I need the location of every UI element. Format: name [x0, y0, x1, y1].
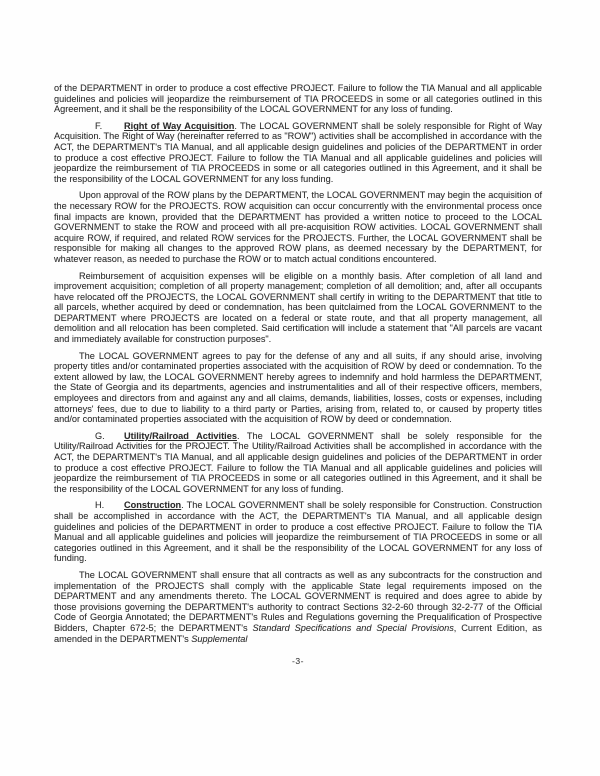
- paragraph: [54, 351, 542, 425]
- italic-citation: Standard Specifications and Special Provisions: [252, 622, 454, 633]
- paragraph: [54, 500, 542, 564]
- section-heading: Utility/Railroad Activities: [124, 430, 237, 441]
- page-number: -3-: [291, 656, 304, 667]
- paragraph: [54, 121, 542, 185]
- paragraph: [54, 271, 542, 345]
- paragraph-body: Upon approval of the ROW plans by the DEPARTMENT, the LOCAL GOVERNMENT may begin the acquisition of the necessary ROW for the PROJECTS. ROW acquisition can occur concurrently with the environmental process once final impacts are known, provided that the DEPARTMENT has provided a written notice to proceed to the LOCAL GOVERNMENT to stake the ROW and proceed with all pre-acquisition ROW activities. LOCAL GOVERNMENT shall acquire ROW, if required, and related ROW services for the PROJECTS. Further, the LOCAL GOVERNMENT shall be responsible for making all changes to the approved ROW plans, as deemed necessary by the DEPARTMENT, for whatever reason, as needed to purchase the ROW or to match actual conditions encountered.: [54, 190, 542, 264]
- section-heading: Construction: [124, 500, 182, 511]
- paragraph: [54, 570, 542, 644]
- paragraph: [54, 190, 542, 264]
- paragraph: [54, 431, 542, 495]
- heading-separator: .: [181, 500, 187, 511]
- paragraph-body: The LOCAL GOVERNMENT shall be solely responsible for Construction. Construction shall be accomplished in accordance with the ACT, the DEPARTMENT's TIA Manual, and all applicable design guidelines and policies of the DEPARTMENT in order to produce a cost effective PROJECT. Failure to follow the TIA Manual and all applicable guidelines and policies will jeopardize the reimbursement of TIA PROCEEDS in some or all categories outlined in this Agreement, and it shall be the responsibility of the LOCAL GOVERNMENT for any loss of funding.: [54, 500, 542, 564]
- paragraph-body: The LOCAL GOVERNMENT agrees to pay for the defense of any and all suits, if any should arise, involving property titles and/or contaminated properties associated with the acquisition of ROW by deed or condemnation. To the extent allowed by law, the LOCAL GOVERNMENT hereby agrees to indemnify and hold harmless the DEPARTMENT, the State of Georgia and its departments, agencies and instrumentalities and all of their respective officers, members, employees and directors from and against any and all claims, demands, liabilities, losses, costs or expenses, including attorneys' fees, due to due to liability to a third party or Parties, arising from, related to, or caused by property titles and/or contaminated properties associated with the acquisition of ROW by deed or condemnation.: [54, 350, 542, 425]
- paragraph-body: , Current Edition, as amended in the DEPARTMENT's: [54, 622, 542, 644]
- paragraph-body: The LOCAL GOVERNMENT shall be solely responsible for Right of Way Acquisition. The Right of Way (hereinafter referred to as "ROW") activities shall be accomplished in accordance with the ACT, the DEPARTMENT's TIA Manual, and all applicable design guidelines and policies of the DEPARTMENT in order to produce a cost effective PROJECT. Failure to follow the TIA Manual and all applicable guidelines and policies will jeopardize the reimbursement of TIA PROCEEDS in some or all categories outlined in this Agreement, and it shall be the responsibility of the LOCAL GOVERNMENT for any loss funding.: [54, 120, 542, 184]
- section-letter: H.: [95, 500, 105, 511]
- heading-separator: .: [236, 430, 247, 441]
- section-letter: F.: [95, 120, 103, 131]
- paragraph-body: The LOCAL GOVERNMENT shall be solely responsible for the Utility/Railroad Activities for the PROJECT. The Utility/Railroad Activities shall be accomplished in accordance with the ACT, the DEPARTMENT's TIA Manual, and all applicable design guidelines and policies of the DEPARTMENT in order to produce a cost effective PROJECT. Failure to follow the TIA Manual and all applicable guidelines and policies will jeopardize the reimbursement of TIA PROCEEDS in some or all categories outlined in this Agreement, and it shall be the responsibility of the LOCAL GOVERNMENT for any loss of funding.: [54, 430, 542, 494]
- paragraph-body: Reimbursement of acquisition expenses will be eligible on a monthly basis. After completion of all land and improvement acquisition; completion of all property management; completion of all demolition; and, after all occupants have relocated off the PROJECTS, the LOCAL GOVERNMENT shall certify in writing to the DEPARTMENT that title to all parcels, whether acquired by deed or condemnation, has been quitclaimed from the LOCAL GOVERNMENT to the DEPARTMENT where PROJECTS are located on a federal or state route, and that all property management, all demolition and all relocation has been completed. Said certification will include a statement that "All parcels are vacant and immediately available for construction purposes".: [54, 270, 542, 345]
- paragraph: [54, 83, 542, 115]
- section-letter: G.: [95, 430, 105, 441]
- italic-citation: Supplemental: [191, 633, 248, 644]
- section-heading: Right of Way Acquisition: [124, 120, 235, 131]
- paragraph-body: The LOCAL GOVERNMENT shall ensure that all contracts as well as any subcontracts for the construction and implementation of the PROJECTS shall comply with the applicable State legal requirements imposed on the DEPARTMENT and any amendments thereto. The LOCAL GOVERNMENT is required and does agree to abide by those provisions governing the DEPARTMENT's authority to contract Sections 32-2-60 through 32-2-77 of the Official Code of Georgia Annotated; the DEPARTMENT's Rules and Regulations governing the Prequalification of Prospective Bidders, Chapter 672-5; the DEPARTMENT's: [54, 569, 542, 633]
- paragraph-body: of the DEPARTMENT in order to produce a cost effective PROJECT. Failure to follow the TIA Manual and all applicable guidelines and policies will jeopardize the reimbursement of TIA PROCEEDS in some or all categories outlined in this Agreement, and it shall be the responsibility of the LOCAL GOVERNMENT for any loss of funding.: [54, 83, 542, 115]
- heading-separator: .: [234, 120, 241, 131]
